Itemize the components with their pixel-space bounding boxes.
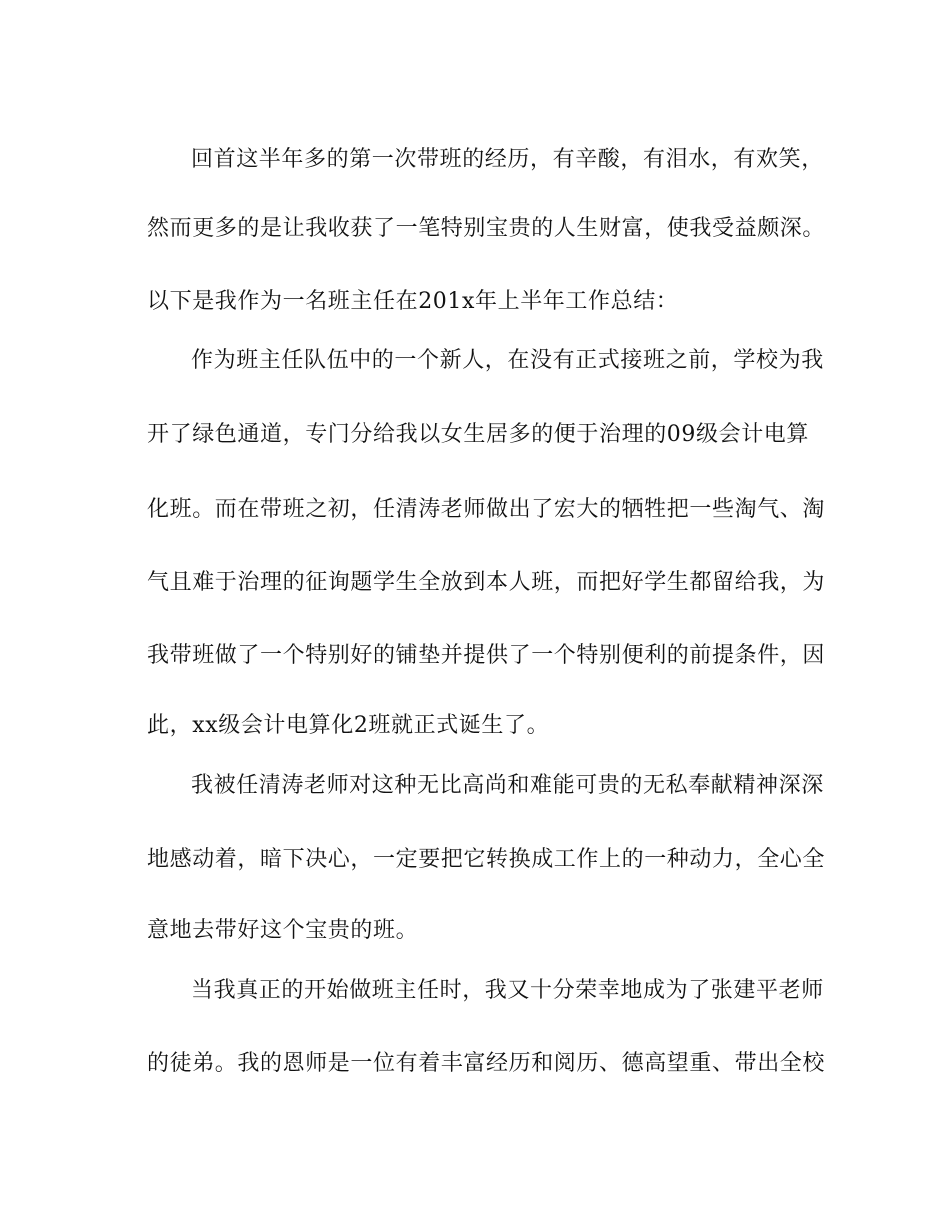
paragraph-3-line-1: 我被任清涛老师对这种无比高尚和难能可贵的无私奉献精神深深 bbox=[191, 773, 824, 798]
paragraph-2-line-3: 化班。而在带班之初，任清涛老师做出了宏大的牺牲把一些淘气、淘 bbox=[147, 497, 826, 522]
paragraph-1-line-2: 然而更多的是让我收获了一笔特别宝贵的人生财富，使我受益颇深。 bbox=[147, 216, 826, 241]
paragraph-2-line-1: 作为班主任队伍中的一个新人，在没有正式接班之前，学校为我 bbox=[191, 348, 824, 373]
paragraph-2-line-6: 此，xx级会计电算化2班就正式诞生了。 bbox=[147, 713, 550, 738]
paragraph-1-line-3: 以下是我作为一名班主任在201x年上半年工作总结： bbox=[147, 289, 679, 314]
paragraph-1-line-1: 回首这半年多的第一次带班的经历，有辛酸，有泪水，有欢笑， bbox=[191, 147, 824, 172]
paragraph-3-line-3: 意地去带好这个宝贵的班。 bbox=[147, 918, 419, 943]
paragraph-4-line-2: 的徒弟。我的恩师是一位有着丰富经历和阅历、德高望重、带出全校 bbox=[147, 1051, 826, 1076]
paragraph-2-line-5: 我带班做了一个特别好的铺垫并提供了一个特别便利的前提条件，因 bbox=[147, 643, 826, 668]
paragraph-2-line-4: 气且难于治理的征询题学生全放到本人班，而把好学生都留给我，为 bbox=[147, 570, 826, 595]
paragraph-4-line-1: 当我真正的开始做班主任时，我又十分荣幸地成为了张建平老师 bbox=[191, 978, 824, 1003]
paragraph-2-line-2: 开了绿色通道，专门分给我以女生居多的便于治理的09级会计电算 bbox=[147, 422, 809, 447]
paragraph-3-line-2: 地感动着，暗下决心，一定要把它转换成工作上的一种动力，全心全 bbox=[147, 847, 826, 872]
